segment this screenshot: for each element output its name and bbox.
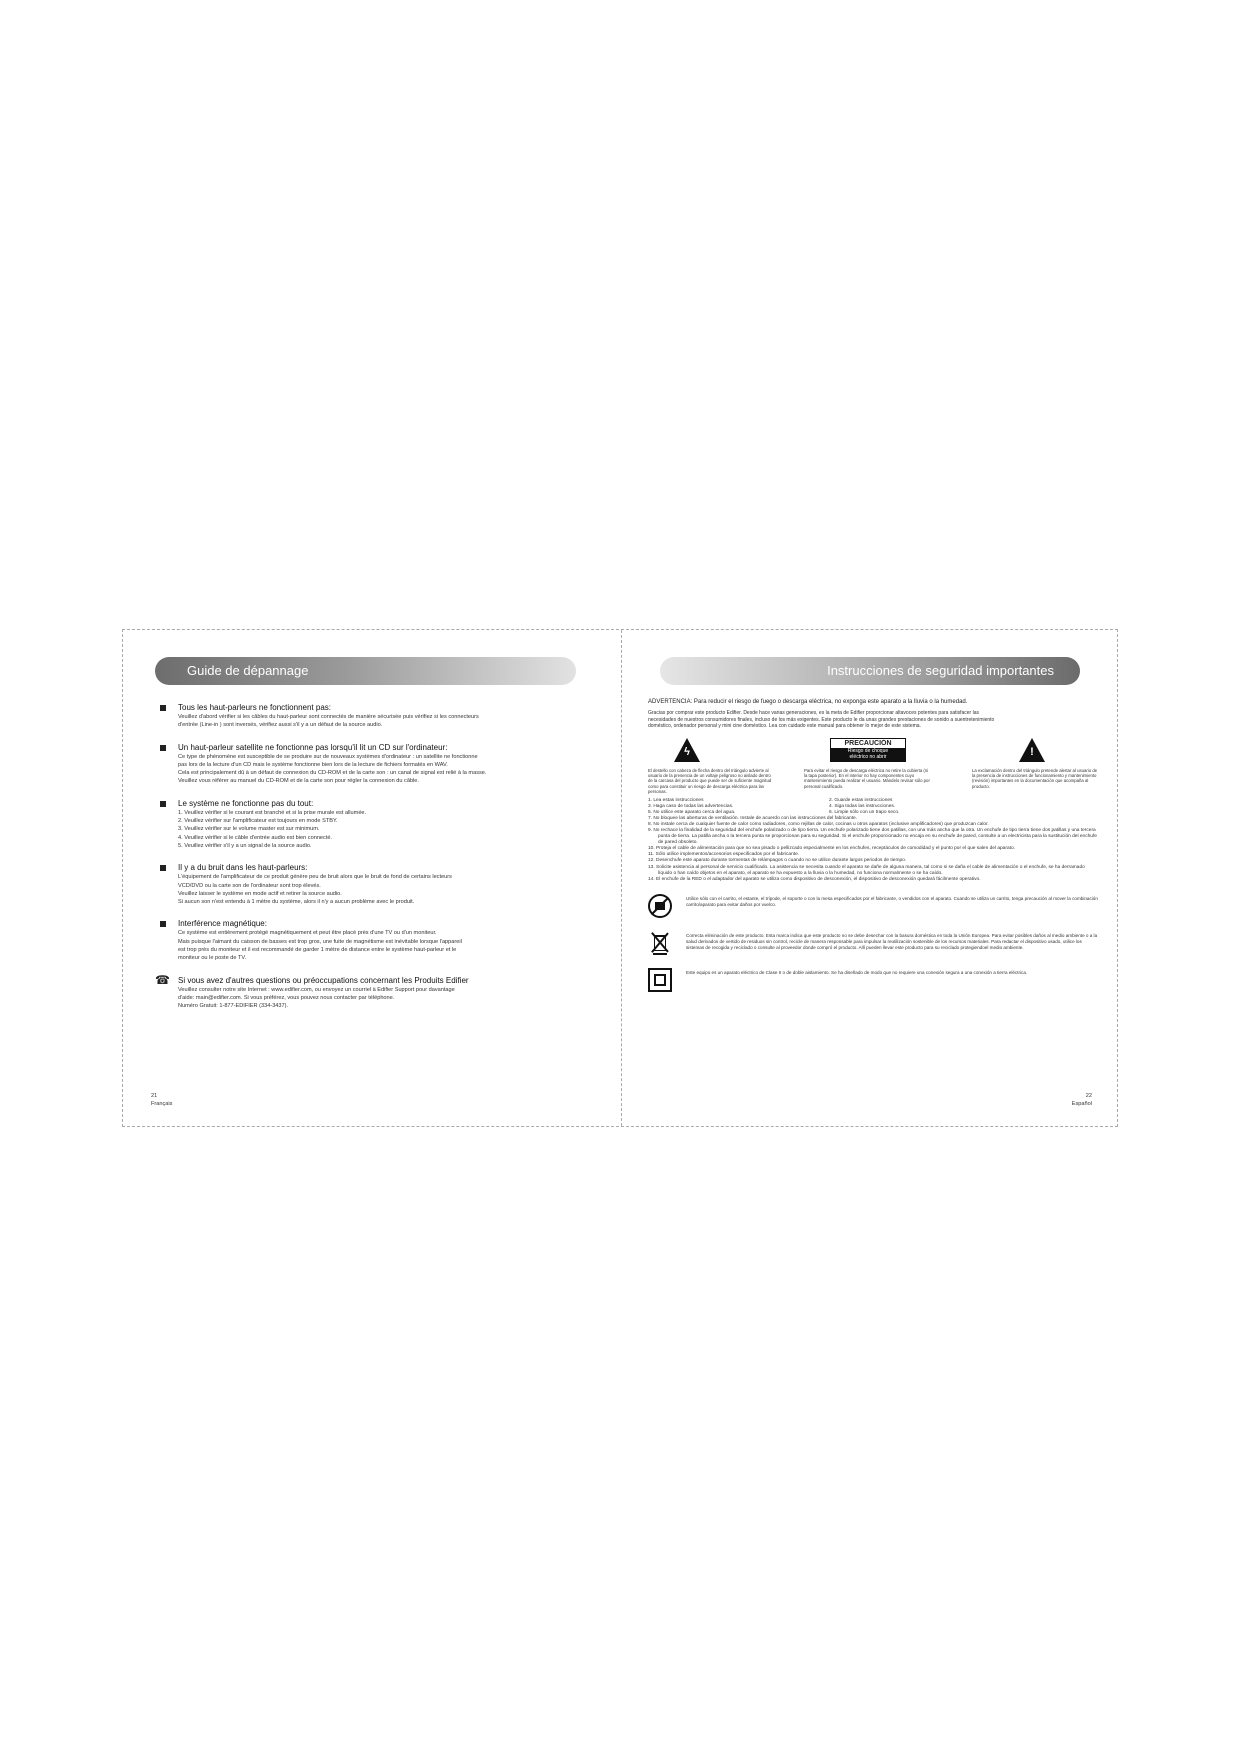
crossed-bin-icon — [648, 931, 672, 955]
caution-label — [830, 738, 906, 762]
instruction-item: 8. No instale cerca de cualquier fuente de calor como radiadores, como rejillas de calor, cocinas u otros aparatos (inclusive amplificadores) que produzcan calor. — [648, 821, 989, 827]
item-line: Ce type de phénomène est susceptible de se produire sur de nouveaux systèmes d'ordinateur : un satellite ne fonctionne — [178, 753, 478, 760]
caution-title: PRECAUCIÓN — [831, 739, 905, 748]
contact-line: Numéro Gratuit: 1-877-EDIFIER (334-3437). — [178, 1003, 289, 1010]
page-spanish — [622, 630, 1120, 1126]
item-title: Interférence magnétique: — [178, 919, 267, 929]
class-ii-note — [648, 970, 1100, 994]
instruction-item: 14. El enchufe de la RED o el adaptador del aparato se utiliza como dispositivo de desconexión, el dispositivo de desconexión quedará fácilmente operativo. — [648, 876, 981, 882]
instruction-item: 1. Lea estas instrucciones — [648, 797, 704, 803]
page-number: 22 — [1085, 1093, 1092, 1099]
instruction-item: 4. Siga todas las instrucciones. — [829, 803, 896, 809]
page-language: Español — [1071, 1101, 1092, 1107]
caution-line: eléctrico no abrir — [849, 753, 887, 760]
item-line: Ce système est entièrement protégé magnétiquement et peut être placé près d'une TV ou d'un moniteur. — [178, 930, 437, 937]
instruction-item: 3. Haga caso de todas las advertencias. — [648, 803, 734, 809]
item-line: Veuillez d'abord vérifier si les câbles du haut-parleur sont connectés de manière sécurisée puis vérifiez si les connecteurs — [178, 714, 479, 720]
intro-line: Gracias por comprar este producto Edifier. Desde hace varias generaciones, es la meta de Edifier proporcionar altavoces potentes para satisfacer las — [648, 710, 980, 716]
item-line: 1. Veuillez vérifier si le courant est branché et si la prise murale est allumée. — [178, 809, 367, 816]
symbol-caption: La exclamación dentro del triángulo pretende alertar al usuario de la presencia de instrucciones de funcionamiento y mantenimiento (revisión) importantes en la documentación que acompaña al producto. — [972, 767, 1098, 789]
page-language: Français — [151, 1101, 173, 1107]
item-line: Mais puisque l'aimant du caisson de basses est trop gros, une fuite de magnétisme est inévitable lorsque l'appareil — [178, 938, 462, 945]
warning-text: ADVERTENCIA: Para reducir el riesgo de fuego o descarga eléctrica, no exponga este aparato a la lluvia o la humedad. — [648, 699, 968, 705]
troubleshooting-item — [151, 702, 591, 730]
item-title: Tous les haut-parleurs ne fonctionnent pas: — [178, 703, 331, 712]
exclamation-warning-icon: ! — [1019, 738, 1045, 762]
contact-info — [151, 972, 591, 1011]
contact-line: Veuillez consulter notre site Internet : www.edifier.com, ou envoyez un courriel à Edifier Support pour davantage — [178, 986, 455, 993]
item-line: VCD/DVD ou la carte son de l'ordinateur sont trop élevés. — [178, 882, 321, 889]
troubleshooting-item — [151, 798, 591, 850]
bullet-icon — [160, 865, 166, 871]
instruction-item: 10. Proteja el cable de alimentación para que no sea pisado o pellizcado especialmente en los enchufes, receptáculos de comodidad y el punto por el que salen del aparato. — [648, 846, 1015, 852]
page-number: 21 — [151, 1093, 158, 1099]
disposal-note — [648, 933, 1100, 957]
troubleshooting-item — [151, 918, 591, 962]
symbol-caption: Para evitar el riesgo de descarga eléctrica no retire la cubierta (ni la tapa posterior). En el interior no hay componentes cuyo mantenimiento pueda realizar el usuario. Mándelo revisar sólo por personal cualificado. — [804, 767, 930, 789]
page-french — [123, 630, 621, 1126]
lightning-warning-icon: ϟ — [674, 738, 700, 762]
bullet-icon — [160, 705, 166, 711]
contact-line: d'aide: main@edifier.com. Si vous préférez, vous pouvez nous contacter par téléphone. — [178, 994, 395, 1001]
item-title: Il y a du bruit dans les haut-parleurs: — [178, 863, 308, 873]
item-line: pas lors de la lecture d'un CD mais le système fonctionne bien lors de la lecture de fichiers formatés en WAV. — [178, 761, 448, 768]
item-line: 3. Veuillez vérifier sur le volume master est sur minimum. — [178, 826, 320, 833]
section-banner: Instrucciones de seguridad importantes — [660, 657, 1080, 685]
safety-instructions — [648, 798, 1100, 883]
telephone-icon: ☎ — [155, 972, 170, 987]
troubleshooting-item — [151, 862, 591, 906]
page-footer — [1072, 1092, 1092, 1108]
item-line: moniteur ou le poste de TV. — [178, 955, 247, 962]
item-line: 2. Veuillez vérifier sur l'amplificateur est toujours en mode STBY. — [178, 818, 338, 825]
item-line: Veuillez laisser le système en mode actif et retirer la source audio. — [178, 890, 342, 897]
caution-line: Riesgo de choque — [847, 747, 889, 754]
section-banner: Guide de dépannage — [155, 657, 576, 685]
instruction-item: 9. No rechace la finalidad de la seguridad del enchufe polarizado o de tipo tierra. Un enchufe polarizado tiene dos patillas, con una más ancha que la otra. Un enchufe de tipo tierra tiene dos patillas y una tercera punta de tierra. La patilla ancha o la tercera punta se proporcionan para su seguridad. Si el enchufe proporcionado no encaja en su enchufe de pared, consulte a un electricista para la sustitución del enchufe de pared obsoleto. — [648, 827, 1097, 846]
instruction-item: 2. Guarde estas instrucciones — [829, 797, 893, 803]
item-line: Cela est principalement dû à un défaut de connexion du CD-ROM et de la carte son : un canal de signal est relié à la masse. — [178, 770, 487, 777]
instruction-item: 7. No bloquee las aberturas de ventilación. Instale de acuerdo con las instrucciones del fabricante. — [648, 815, 858, 821]
item-line: Si aucun son n'est entendu à 1 mètre du système, alors il n'y a aucun problème avec le produit. — [178, 899, 415, 906]
item-line: est trop près du moniteur et il est recommandé de garder 1 mètre de distance entre le système haut-parleur et le — [178, 947, 457, 954]
bullet-icon — [160, 801, 166, 807]
double-insulation-icon — [648, 968, 672, 992]
item-line: 4. Veuillez vérifier si le câble d'entrée audio est bien connecté. — [178, 834, 333, 841]
item-line: L'équipement de l'amplificateur de ce produit génère peu de bruit alors que le bruit de fond de certains lecteurs — [178, 874, 452, 881]
troubleshooting-item — [151, 742, 591, 786]
page-footer — [151, 1092, 172, 1108]
bullet-icon — [160, 921, 166, 927]
intro-line: doméstico, ordenador personal y mini cine doméstico. Lea con cuidado este manual para obtener lo mejor de este sistema. — [648, 723, 921, 729]
item-title: Le système ne fonctionne pas du tout: — [178, 798, 314, 808]
item-line: 5. Veuillez vérifier s'il y a un signal de la source audio. — [178, 842, 312, 849]
item-title: Un haut-parleur satellite ne fonctionne pas lorsqu'il lit un CD sur l'ordinateur: — [178, 742, 448, 752]
instruction-item: 13. Solicite asistencia al personal de servicio cualificado. La asistencia se necesita cuando el aparato se dañe de alguna manera, tal como si se daña el cable de alimentación o el enchufe, se ha derramado líquido o han caído objetos en el aparato, el aparato se ha expuesto a la lluvia o la humedad, no funciona normalmente o se ha caído. — [648, 864, 1085, 876]
manual-spread — [122, 629, 1118, 1127]
instruction-item: 6. Limpie sólo con un trapo seco. — [829, 809, 900, 815]
no-cart-tipping-icon — [648, 894, 672, 918]
item-line: Veuillez vous référer au manuel du CD-ROM et de la carte son pour régler la connexion du câble. — [178, 778, 419, 785]
safety-symbols — [648, 738, 1100, 794]
contact-title: Si vous avez d'autres questions ou préoccupations concernant les Produits Edifier — [178, 975, 469, 985]
instruction-item: 12. Desenchufe este aparato durante tormentas de relámpagos o cuando no se utilice durante largos periodos de tiempo. — [648, 858, 907, 864]
note-text: Correcta eliminación de este producto. Esta marca indica que este producto no se debe desechar con la basura doméstica en toda la Unión Europea. Para evitar posibles daños al medio ambiente o a la salud derivados de vertido de residuos sin control, recicle de manera responsable para impulsar la reutilización sostenible de los recursos materiales. Para redactar el dispositivo usado, utilice los sistemas de recogida y reciclado o consulte al proveedor donde compró el producto. Allí pueden llevar este producto para su reciclado protegiendoel medio ambiente. — [686, 932, 1098, 950]
symbol-caption: El destello con cabeza de flecha dentro del triángulo advierte al usuario de la presencia de un voltaje peligroso no aislado dentro de la carcasa del producto que puede ser de suficiente magnitud como para constituir un riesgo de descarga eléctrica para las personas. — [648, 767, 772, 795]
bullet-icon — [160, 745, 166, 751]
cart-warning-note — [648, 896, 1100, 920]
note-text: Utilice sólo con el carrito, el estante, el trípode, el soporte o con la mesa especificados por el fabricante, o vendidos con el aparato. Cuando se utiliza un carrito, tenga precaución al mover la combinación carrito/aparato para evitar daños por vuelco. — [686, 895, 1098, 907]
intro-line: necesidades de nuestros consumidores finales, incluso de los más exigentes. Este producto le da unas grandes prestaciones de sonido a suentretenimiento — [648, 716, 995, 723]
note-text: Este equipo es un aparato eléctrico de Clase II o de doble aislamiento. Se ha diseñado de modo que no requiere una conexión segura a una conexión a tierra eléctrica. — [686, 969, 1028, 975]
instruction-item: 11. Sólo utilice implementos/accesorios especificados por el fabricante. — [648, 852, 800, 858]
safety-content — [648, 698, 1100, 994]
item-line: d'entrée (Line-in ) sont inversés, vérifiez aussi s'il y a un défaut de la source audio. — [178, 722, 383, 729]
instruction-item: 5. No utilice este aparato cerca del agua. — [648, 809, 736, 815]
troubleshooting-list — [151, 702, 591, 1023]
